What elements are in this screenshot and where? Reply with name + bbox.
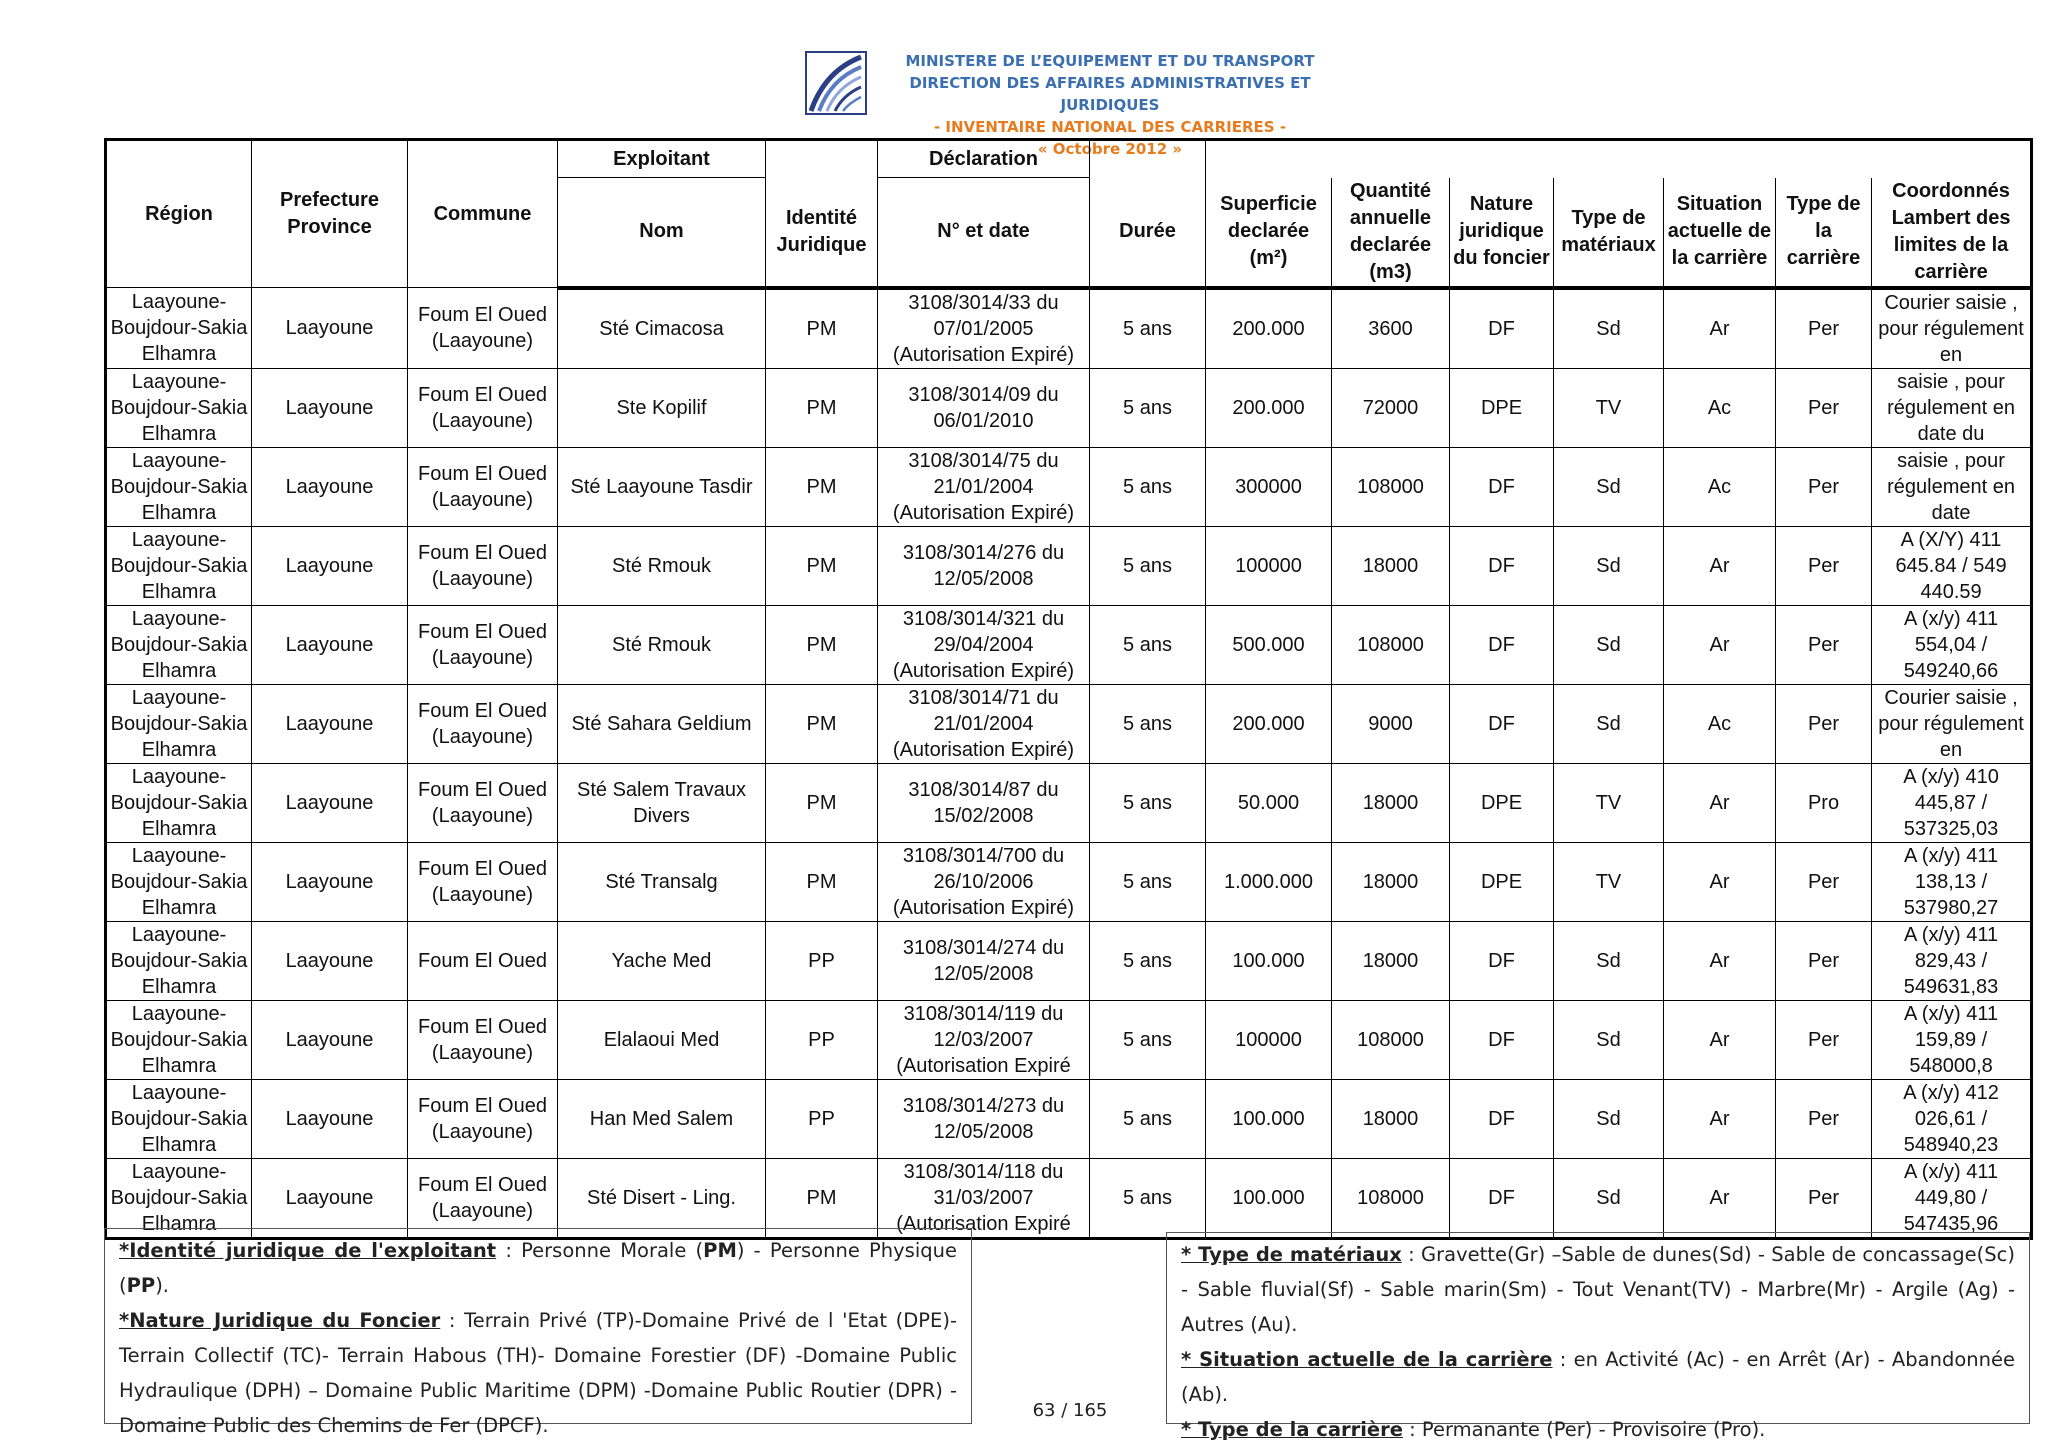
- cell-prefecture: Laayoune: [252, 1079, 408, 1158]
- cell-nom: Yache Med: [558, 921, 766, 1000]
- cell-commune: Foum El Oued (Laayoune): [408, 763, 558, 842]
- table-row: [106, 447, 2032, 526]
- cell-nom: Sté Cimacosa: [558, 288, 766, 369]
- cell-numero: 3108/3014/75 du 21/01/2004 (Autorisation Expiré): [878, 447, 1090, 526]
- col-duree: Durée: [1090, 178, 1206, 288]
- cell-commune: Foum El Oued (Laayoune): [408, 605, 558, 684]
- cell-superficie: 300000: [1206, 447, 1332, 526]
- cell-coord: A (X/Y) 411 645.84 / 549 440.59: [1872, 526, 2032, 605]
- legend-type-title: * Type de la carrière: [1181, 1418, 1403, 1441]
- cell-duree: 5 ans: [1090, 921, 1206, 1000]
- cell-materiaux: Sd: [1554, 526, 1664, 605]
- cell-identite: PM: [766, 605, 878, 684]
- cell-type: Per: [1776, 447, 1872, 526]
- table-row: [106, 526, 2032, 605]
- cell-identite: PM: [766, 526, 878, 605]
- table-row: [106, 1158, 2032, 1238]
- cell-situation: Ar: [1664, 1000, 1776, 1079]
- cell-region: Laayoune-Boujdour-Sakia Elhamra: [106, 842, 252, 921]
- quarry-inventory-table: [104, 138, 2033, 1240]
- cell-identite: PM: [766, 288, 878, 369]
- cell-identite: PM: [766, 763, 878, 842]
- cell-commune: Foum El Oued (Laayoune): [408, 1000, 558, 1079]
- document-header: [0, 46, 2048, 158]
- cell-nature: DF: [1450, 1079, 1554, 1158]
- cell-prefecture: Laayoune: [252, 526, 408, 605]
- legend-materiaux-title: * Type de matériaux: [1181, 1243, 1402, 1266]
- col-coordonnees: Coordonnés Lambert des limites de la carrière: [1872, 178, 2032, 288]
- cell-materiaux: TV: [1554, 368, 1664, 447]
- cell-identite: PM: [766, 368, 878, 447]
- cell-nature: DPE: [1450, 842, 1554, 921]
- cell-situation: Ar: [1664, 1079, 1776, 1158]
- cell-identite: PP: [766, 1000, 878, 1079]
- cell-type: Per: [1776, 1000, 1872, 1079]
- cell-coord: A (x/y) 410 445,87 / 537325,03: [1872, 763, 2032, 842]
- cell-superficie: 200.000: [1206, 368, 1332, 447]
- cell-duree: 5 ans: [1090, 288, 1206, 369]
- cell-region: Laayoune-Boujdour-Sakia Elhamra: [106, 1079, 252, 1158]
- cell-type: Per: [1776, 526, 1872, 605]
- legend-materiaux-text: : Gravette(Gr) –Sable de dunes(Sd) - Sable de concassage(Sc) - Sable fluvial(Sf) - Sable marin(Sm) - Tout Venant(TV) - Marbre(Mr) - Argile (Ag) - Autres (Au).: [1181, 1243, 2015, 1336]
- cell-region: Laayoune-Boujdour-Sakia Elhamra: [106, 447, 252, 526]
- cell-prefecture: Laayoune: [252, 288, 408, 369]
- col-prefecture: Prefecture Province: [252, 140, 408, 288]
- cell-superficie: 100.000: [1206, 1158, 1332, 1238]
- cell-coord: A (x/y) 411 554,04 / 549240,66: [1872, 605, 2032, 684]
- cell-situation: Ac: [1664, 447, 1776, 526]
- ministry-logo: [805, 51, 867, 115]
- cell-materiaux: Sd: [1554, 447, 1664, 526]
- legend-situation-title: * Situation actuelle de la carrière: [1181, 1348, 1553, 1371]
- cell-situation: Ar: [1664, 288, 1776, 369]
- cell-situation: Ar: [1664, 1158, 1776, 1238]
- cell-duree: 5 ans: [1090, 447, 1206, 526]
- cell-nom: Sté Rmouk: [558, 605, 766, 684]
- cell-region: Laayoune-Boujdour-Sakia Elhamra: [106, 1000, 252, 1079]
- cell-quantite: 9000: [1332, 684, 1450, 763]
- cell-prefecture: Laayoune: [252, 1000, 408, 1079]
- cell-nature: DF: [1450, 1158, 1554, 1238]
- cell-quantite: 18000: [1332, 921, 1450, 1000]
- cell-identite: PM: [766, 447, 878, 526]
- cell-materiaux: Sd: [1554, 1079, 1664, 1158]
- header-inventory: - INVENTAIRE NATIONAL DES CARRIERES -: [933, 118, 1287, 136]
- col-nature: Nature juridique du foncier: [1450, 178, 1554, 288]
- cell-type: Per: [1776, 842, 1872, 921]
- cell-identite: PM: [766, 1158, 878, 1238]
- cell-duree: 5 ans: [1090, 1158, 1206, 1238]
- legend-identite-title: *Identité juridique de l'exploitant: [119, 1239, 497, 1262]
- legend-left: *Identité juridique de l'exploitant : Personne Morale (PM) - Personne Physique (PP). *Nature Juridique du Foncier : Terrain Privé (TP)-Domaine Privé de l 'Etat (DPE)- Terrain Collectif (TC)- Terrain Habous (TH)- Domaine Forestier (DF) -Domaine Public Hydraulique (DPH) – Domaine Public Maritime (DPM) -Domaine Public Routier (DPR) - Domaine Public des Chemins de Fer (DPCF).: [104, 1228, 972, 1424]
- cell-commune: Foum El Oued (Laayoune): [408, 684, 558, 763]
- cell-superficie: 100000: [1206, 1000, 1332, 1079]
- cell-superficie: 100.000: [1206, 1079, 1332, 1158]
- cell-coord: Courier saisie , pour régulement en: [1872, 684, 2032, 763]
- header-ministry: MINISTERE DE L’EQUIPEMENT ET DU TRANSPORT: [905, 52, 1315, 70]
- cell-situation: Ac: [1664, 368, 1776, 447]
- cell-identite: PP: [766, 1079, 878, 1158]
- cell-materiaux: TV: [1554, 842, 1664, 921]
- cell-duree: 5 ans: [1090, 684, 1206, 763]
- legend-type-text: : Permanante (Per) - Provisoire (Pro).: [1402, 1418, 1766, 1441]
- cell-commune: Foum El Oued (Laayoune): [408, 1079, 558, 1158]
- cell-materiaux: TV: [1554, 763, 1664, 842]
- cell-nature: DPE: [1450, 763, 1554, 842]
- table-row: [106, 842, 2032, 921]
- header-direction: DIRECTION DES AFFAIRES ADMINISTRATIVES ET JURIDIQUES: [909, 74, 1311, 114]
- cell-numero: 3108/3014/33 du 07/01/2005 (Autorisation Expiré): [878, 288, 1090, 369]
- cell-prefecture: Laayoune: [252, 605, 408, 684]
- cell-quantite: 18000: [1332, 1079, 1450, 1158]
- cell-coord: Courier saisie , pour régulement en: [1872, 288, 2032, 369]
- cell-numero: 3108/3014/71 du 21/01/2004 (Autorisation Expiré): [878, 684, 1090, 763]
- header-date: « Octobre 2012 »: [1037, 140, 1183, 158]
- cell-commune: Foum El Oued (Laayoune): [408, 1158, 558, 1238]
- cell-prefecture: Laayoune: [252, 1158, 408, 1238]
- group-declaration: Déclaration: [878, 140, 1090, 178]
- table-row: [106, 605, 2032, 684]
- cell-duree: 5 ans: [1090, 842, 1206, 921]
- cell-quantite: 18000: [1332, 526, 1450, 605]
- cell-identite: PM: [766, 842, 878, 921]
- cell-region: Laayoune-Boujdour-Sakia Elhamra: [106, 605, 252, 684]
- cell-numero: 3108/3014/273 du 12/05/2008: [878, 1079, 1090, 1158]
- legend-nature-title: *Nature Juridique du Foncier: [119, 1309, 441, 1332]
- cell-coord: saisie , pour régulement en date: [1872, 447, 2032, 526]
- col-superficie: Superficie declarée (m²): [1206, 178, 1332, 288]
- cell-numero: 3108/3014/276 du 12/05/2008: [878, 526, 1090, 605]
- cell-quantite: 108000: [1332, 1000, 1450, 1079]
- cell-quantite: 18000: [1332, 763, 1450, 842]
- cell-nom: Sté Rmouk: [558, 526, 766, 605]
- cell-commune: Foum El Oued (Laayoune): [408, 288, 558, 369]
- cell-materiaux: Sd: [1554, 684, 1664, 763]
- cell-duree: 5 ans: [1090, 1000, 1206, 1079]
- table-row: [106, 921, 2032, 1000]
- col-type-materiaux: Type de matériaux: [1554, 178, 1664, 288]
- cell-type: Per: [1776, 684, 1872, 763]
- cell-coord: saisie , pour régulement en date du: [1872, 368, 2032, 447]
- cell-nature: DF: [1450, 288, 1554, 369]
- cell-numero: 3108/3014/700 du 26/10/2006 (Autorisation Expiré): [878, 842, 1090, 921]
- cell-nom: Sté Transalg: [558, 842, 766, 921]
- cell-duree: 5 ans: [1090, 763, 1206, 842]
- cell-numero: 3108/3014/274 du 12/05/2008: [878, 921, 1090, 1000]
- cell-situation: Ar: [1664, 842, 1776, 921]
- cell-region: Laayoune-Boujdour-Sakia Elhamra: [106, 763, 252, 842]
- cell-nature: DF: [1450, 605, 1554, 684]
- cell-numero: 3108/3014/321 du 29/04/2004 (Autorisation Expiré): [878, 605, 1090, 684]
- cell-superficie: 500.000: [1206, 605, 1332, 684]
- cell-nom: Sté Salem Travaux Divers: [558, 763, 766, 842]
- cell-nature: DF: [1450, 921, 1554, 1000]
- cell-superficie: 50.000: [1206, 763, 1332, 842]
- cell-type: Per: [1776, 605, 1872, 684]
- cell-region: Laayoune-Boujdour-Sakia Elhamra: [106, 684, 252, 763]
- cell-nom: Sté Disert - Ling.: [558, 1158, 766, 1238]
- cell-superficie: 200.000: [1206, 288, 1332, 369]
- cell-prefecture: Laayoune: [252, 921, 408, 1000]
- group-exploitant: Exploitant: [558, 140, 766, 178]
- cell-quantite: 18000: [1332, 842, 1450, 921]
- col-situation: Situation actuelle de la carrière: [1664, 178, 1776, 288]
- col-numero: N° et date: [878, 178, 1090, 288]
- cell-coord: A (x/y) 412 026,61 / 548940,23: [1872, 1079, 2032, 1158]
- col-region: Région: [106, 140, 252, 288]
- cell-commune: Foum El Oued: [408, 921, 558, 1000]
- cell-superficie: 200.000: [1206, 684, 1332, 763]
- cell-commune: Foum El Oued (Laayoune): [408, 842, 558, 921]
- cell-numero: 3108/3014/09 du 06/01/2010: [878, 368, 1090, 447]
- cell-coord: A (x/y) 411 449,80 / 547435,96: [1872, 1158, 2032, 1238]
- cell-duree: 5 ans: [1090, 605, 1206, 684]
- cell-duree: 5 ans: [1090, 368, 1206, 447]
- cell-situation: Ar: [1664, 526, 1776, 605]
- cell-prefecture: Laayoune: [252, 368, 408, 447]
- cell-duree: 5 ans: [1090, 526, 1206, 605]
- col-type-carriere: Type de la carrière: [1776, 178, 1872, 288]
- cell-nature: DF: [1450, 684, 1554, 763]
- cell-nom: Elalaoui Med: [558, 1000, 766, 1079]
- cell-identite: PM: [766, 684, 878, 763]
- table-row: [106, 763, 2032, 842]
- cell-commune: Foum El Oued (Laayoune): [408, 526, 558, 605]
- page-number: 63 / 165: [1032, 1400, 1108, 1421]
- cell-type: Per: [1776, 1079, 1872, 1158]
- cell-superficie: 100.000: [1206, 921, 1332, 1000]
- cell-quantite: 3600: [1332, 288, 1450, 369]
- cell-situation: Ac: [1664, 684, 1776, 763]
- table-row: [106, 368, 2032, 447]
- cell-nature: DF: [1450, 447, 1554, 526]
- col-quantite: Quantité annuelle declarée (m3): [1332, 178, 1450, 288]
- cell-nom: Sté Sahara Geldium: [558, 684, 766, 763]
- cell-type: Per: [1776, 921, 1872, 1000]
- legend-nature-text: : Terrain Privé (TP)-Domaine Privé de l 'Etat (DPE)- Terrain Collectif (TC)- Terrain Habous (TH)- Domaine Forestier (DF) -Domaine Public Hydraulique (DPH) – Domaine Public Maritime (DPM) -Domaine Public Routier (DPR) - Domaine Public des Chemins de Fer (DPCF).: [119, 1309, 957, 1437]
- cell-nature: DF: [1450, 1000, 1554, 1079]
- cell-type: Per: [1776, 368, 1872, 447]
- cell-coord: A (x/y) 411 138,13 / 537980,27: [1872, 842, 2032, 921]
- col-nom: Nom: [558, 178, 766, 288]
- cell-materiaux: Sd: [1554, 288, 1664, 369]
- cell-commune: Foum El Oued (Laayoune): [408, 447, 558, 526]
- cell-quantite: 72000: [1332, 368, 1450, 447]
- cell-region: Laayoune-Boujdour-Sakia Elhamra: [106, 1158, 252, 1238]
- cell-region: Laayoune-Boujdour-Sakia Elhamra: [106, 288, 252, 369]
- cell-materiaux: Sd: [1554, 1000, 1664, 1079]
- cell-region: Laayoune-Boujdour-Sakia Elhamra: [106, 368, 252, 447]
- cell-commune: Foum El Oued (Laayoune): [408, 368, 558, 447]
- cell-prefecture: Laayoune: [252, 763, 408, 842]
- cell-numero: 3108/3014/118 du 31/03/2007 (Autorisation Expiré: [878, 1158, 1090, 1238]
- cell-type: Per: [1776, 288, 1872, 369]
- cell-nature: DF: [1450, 526, 1554, 605]
- cell-quantite: 108000: [1332, 605, 1450, 684]
- cell-situation: Ar: [1664, 921, 1776, 1000]
- cell-materiaux: Sd: [1554, 921, 1664, 1000]
- table-row: [106, 684, 2032, 763]
- cell-nom: Han Med Salem: [558, 1079, 766, 1158]
- cell-coord: A (x/y) 411 829,43 / 549631,83: [1872, 921, 2032, 1000]
- cell-quantite: 108000: [1332, 447, 1450, 526]
- col-identite: Identité Juridique: [766, 178, 878, 288]
- cell-numero: 3108/3014/119 du 12/03/2007 (Autorisation Expiré: [878, 1000, 1090, 1079]
- table-row: [106, 1000, 2032, 1079]
- cell-type: Pro: [1776, 763, 1872, 842]
- cell-prefecture: Laayoune: [252, 842, 408, 921]
- cell-nature: DPE: [1450, 368, 1554, 447]
- cell-coord: A (x/y) 411 159,89 / 548000,8: [1872, 1000, 2032, 1079]
- cell-type: Per: [1776, 1158, 1872, 1238]
- cell-region: Laayoune-Boujdour-Sakia Elhamra: [106, 921, 252, 1000]
- cell-duree: 5 ans: [1090, 1079, 1206, 1158]
- cell-nom: Sté Laayoune Tasdir: [558, 447, 766, 526]
- table-row: [106, 288, 2032, 369]
- cell-situation: Ar: [1664, 605, 1776, 684]
- cell-situation: Ar: [1664, 763, 1776, 842]
- cell-region: Laayoune-Boujdour-Sakia Elhamra: [106, 526, 252, 605]
- col-commune: Commune: [408, 140, 558, 288]
- cell-materiaux: Sd: [1554, 605, 1664, 684]
- cell-quantite: 108000: [1332, 1158, 1450, 1238]
- cell-prefecture: Laayoune: [252, 684, 408, 763]
- cell-materiaux: Sd: [1554, 1158, 1664, 1238]
- cell-nom: Ste Kopilif: [558, 368, 766, 447]
- table-row: [106, 1079, 2032, 1158]
- cell-numero: 3108/3014/87 du 15/02/2008: [878, 763, 1090, 842]
- cell-superficie: 1.000.000: [1206, 842, 1332, 921]
- legend-right: [1166, 1232, 2030, 1441]
- legend-situation-text: : en Activité (Ac) - en Arrêt (Ar) - Abandonnée (Ab).: [1181, 1348, 2015, 1406]
- cell-superficie: 100000: [1206, 526, 1332, 605]
- cell-prefecture: Laayoune: [252, 447, 408, 526]
- cell-identite: PP: [766, 921, 878, 1000]
